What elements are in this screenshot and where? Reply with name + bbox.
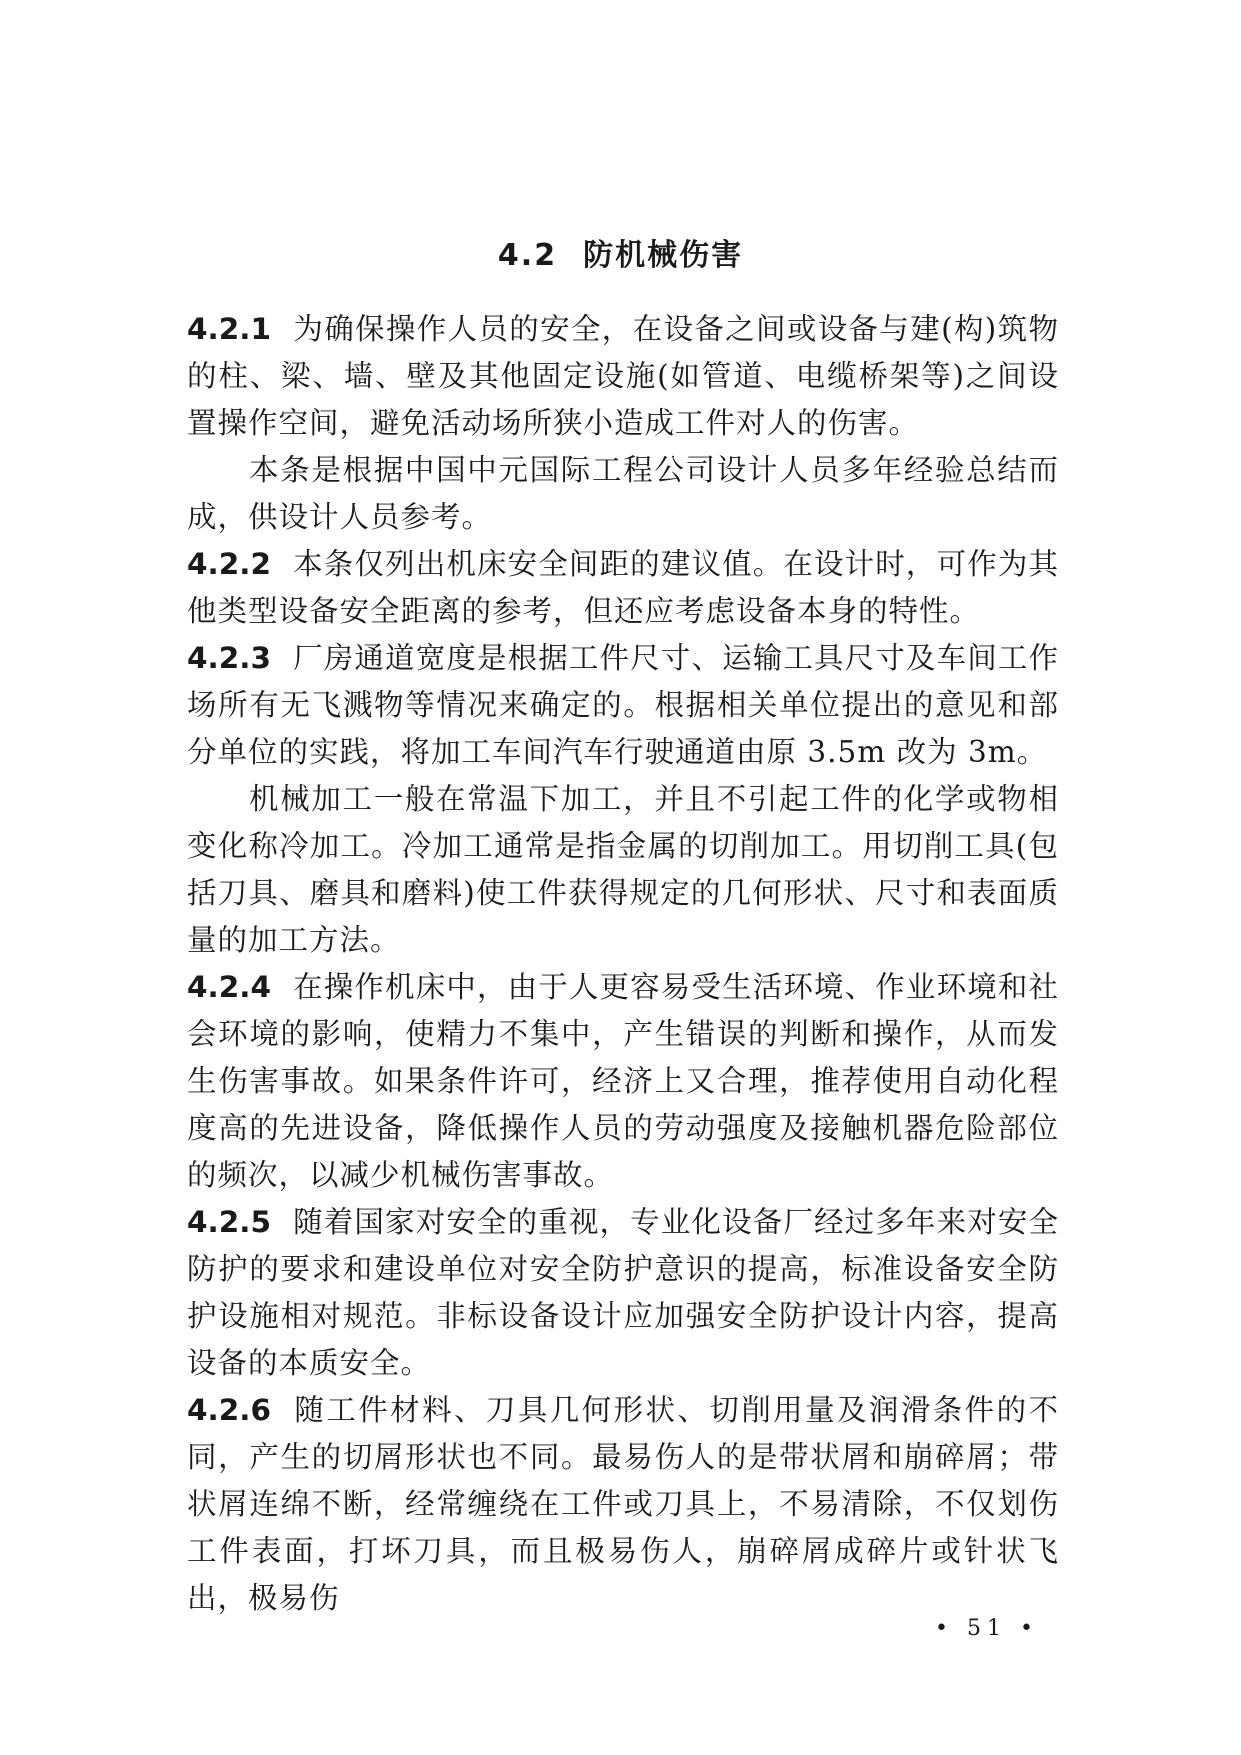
clause-4-2-3 [187,635,1059,776]
explanation-paragraph [187,776,1059,964]
explanation-paragraph [187,447,1059,541]
clause-number: 4.2.2 [187,547,271,581]
paragraph-text: 机械加工一般在常温下加工，并且不引起工件的化学或物相变化称冷加工。冷加工通常是指金属的切削加工。用切削工具(包括刀具、磨具和磨料)使工件获得规定的几何形状、尺寸和表面质量的加工方法。 [187,782,1059,957]
clause-4-2-4 [187,964,1059,1199]
clause-4-2-1 [187,306,1059,447]
section-heading [0,236,1241,276]
clause-4-2-6 [187,1387,1059,1622]
clause-number: 4.2.5 [187,1205,271,1239]
clause-text: 本条仅列出机床安全间距的建议值。在设计时，可作为其他类型设备安全距离的参考，但还应考虑设备本身的特性。 [187,547,1059,628]
paragraph-text: 本条是根据中国中元国际工程公司设计人员多年经验总结而成，供设计人员参考。 [187,453,1059,534]
clause-text: 厂房通道宽度是根据工件尺寸、运输工具尺寸及车间工作场所有无飞溅物等情况来确定的。根据相关单位提出的意见和部分单位的实践，将加工车间汽车行驶通道由原 3.5m 改为 3m。 [187,641,1059,769]
clause-number: 4.2.3 [187,641,271,675]
clause-text: 随着国家对安全的重视，专业化设备厂经过多年来对安全防护的要求和建设单位对安全防护意识的提高，标准设备安全防护设施相对规范。非标设备设计应加强安全防护设计内容，提高设备的本质安全。 [187,1205,1059,1380]
clause-4-2-5 [187,1199,1059,1387]
page-number: • 51 • [935,1616,1039,1641]
clause-text: 随工件材料、刀具几何形状、切削用量及润滑条件的不同，产生的切屑形状也不同。最易伤人的是带状屑和崩碎屑；带状屑连绵不断，经常缠绕在工件或刀具上，不易清除，不仅划伤工件表面，打坏刀具，而且极易伤人，崩碎屑成碎片或针状飞出，极易伤 [187,1393,1059,1615]
section-title-text: 防机械伤害 [583,238,744,273]
clause-number: 4.2.4 [187,970,271,1004]
clause-number: 4.2.6 [187,1393,271,1427]
section-number: 4.2 [497,238,558,273]
clause-text: 为确保操作人员的安全，在设备之间或设备与建(构)筑物的柱、梁、墙、壁及其他固定设施(如管道、电缆桥架等)之间设置操作空间，避免活动场所狭小造成工件对人的伤害。 [187,312,1059,440]
body-text [187,306,1059,1622]
clause-number: 4.2.1 [187,312,271,346]
clause-4-2-2 [187,541,1059,635]
clause-text: 在操作机床中，由于人更容易受生活环境、作业环境和社会环境的影响，使精力不集中，产生错误的判断和操作，从而发生伤害事故。如果条件许可，经济上又合理，推荐使用自动化程度高的先进设备，降低操作人员的劳动强度及接触机器危险部位的频次，以减少机械伤害事故。 [187,970,1059,1192]
